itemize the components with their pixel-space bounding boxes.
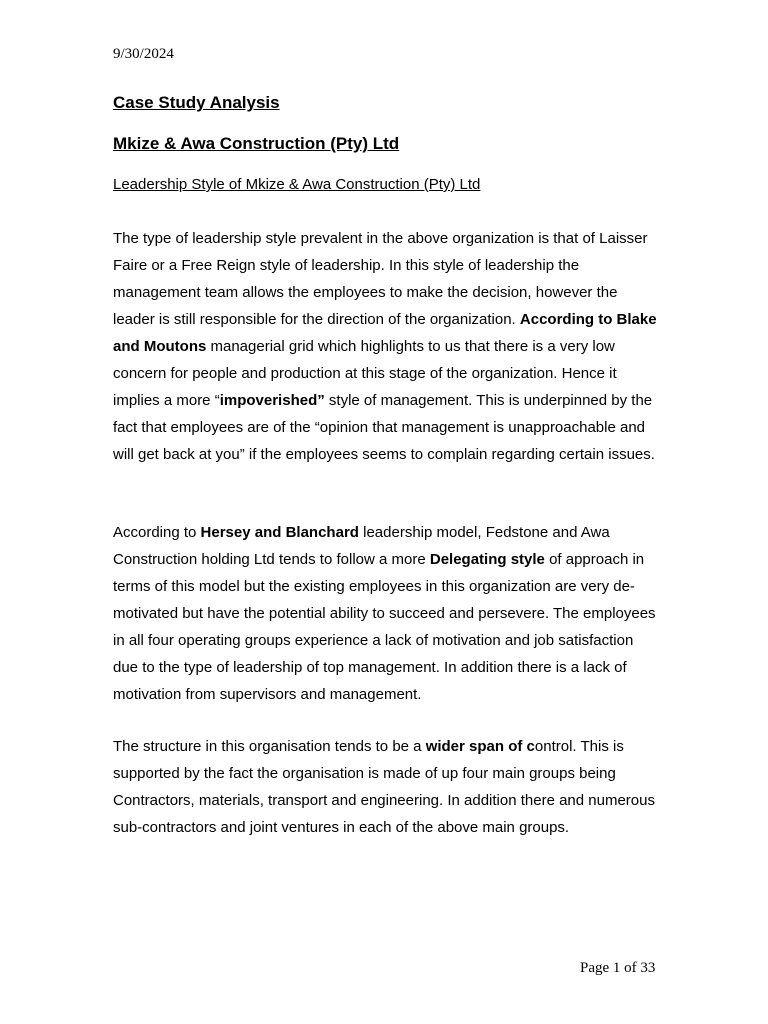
p2-text-3: of approach in terms of this model but the existing employees in this organization are very de-motivated but have the potential ability to succeed and persevere. The employees in all four operating groups experience a lack of motivation and job satisfaction due to the type of leadership of top management. In addition there is a lack of motivation from supervisors and management. xyxy=(113,551,656,703)
paragraph-leadership-style xyxy=(113,225,661,468)
p1-text-2: managerial grid which highlights to us that there is a very low concern for people and production at this stage of the organization. Hence it implies a more “ xyxy=(113,338,617,409)
company-title: Mkize & Awa Construction (Pty) Ltd xyxy=(113,134,400,153)
p1-text-3: style of management. This is underpinned by the fact that employees are of the “opinion that management is unapproachable and will get back at you” if the employees seems to complain regarding certain issues. xyxy=(113,392,655,463)
section-subheading: Leadership Style of Mkize & Awa Construction (Pty) Ltd xyxy=(113,176,481,193)
p3-text-2: ontrol. This is supported by the fact the organisation is made of up four main groups being Contractors, materials, transport and engineering. In addition there and numerous sub-contractors and joint ventures in each of the above main groups. xyxy=(113,738,655,836)
page-number: Page 1 of 33 xyxy=(580,960,656,976)
p1-bold-1: According to Blake and Moutons xyxy=(113,311,657,355)
p1-bold-2: impoverished” xyxy=(219,392,325,409)
paragraph-structure xyxy=(113,733,661,841)
paragraph-hersey-blanchard xyxy=(113,519,661,708)
p3-bold-1: wider span of c xyxy=(425,738,535,755)
p2-text-2: leadership model, Fedstone and Awa Construction holding Ltd tends to follow a more xyxy=(113,524,610,568)
p3-text-1: The structure in this organisation tends to be a xyxy=(113,738,426,755)
p2-text-1: According to xyxy=(113,524,201,541)
document-title: Case Study Analysis xyxy=(113,93,280,112)
p2-bold-2: Delegating style xyxy=(429,551,545,568)
header-date: 9/30/2024 xyxy=(113,46,174,62)
p2-bold-1: Hersey and Blanchard xyxy=(200,524,359,541)
p1-text-1: The type of leadership style prevalent in the above organization is that of Laisser Faire or a Free Reign style of leadership. In this style of leadership the management team allows the employees to make the decision, however the leader is still responsible for the direction of the organization. xyxy=(113,230,648,328)
